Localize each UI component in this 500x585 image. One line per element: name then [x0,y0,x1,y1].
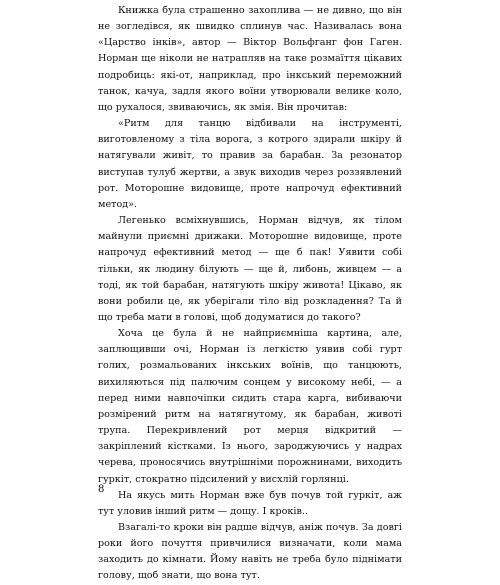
paragraph: Книжка була страшенно захоплива — не дивно, що він не зогледівся, як швидко сплинув час. Називалась вона «Царство інків», автор — Віктор Вольфганг фон Гаген. Норман ще ніколи не натрапляв на таке розмаїття цікавих подробиць: які-от, наприклад, про інкський переможний танок, качуа, задля якого воїни утворювали велике коло, що рухалося, звиваючись, як змія. Він прочитав: [98,5,402,113]
paragraph: Хоча це була й не найприємніша картина, але, заплющивши очі, Норман із легкістю уявив собі гурт голих, розмальованих інкських воїнів, що танцюють, вихиляються під палючим сонцем у високому небі, — а перед ними навпочіпки сидить стара карга, вибиваючи розмірений ритм на натягнутому, як барабан, животі трупа. Перекривлений рот мерця відкритий — закріплений кістками. Із нього, зароджуючись у надрах черева, проносячись внутрішніми порожнинами, виходить гуркіт, стократно підсилений у висхлій горлянці. [98,328,402,485]
page-number: 8 [98,484,105,495]
paragraph: Легенько всміхнувшись, Норман відчув, як тілом майнули приємні дрижаки. Моторошне видовище, проте напрочуд ефективний метод — ще б пак! Уявити собі тільки, як людину білують — ще й, либонь, живцем — а тоді, як той барабан, натягують шкіру живота! Цікаво, як вони робили це, як уберігали тіло від розкладення? Та й що треба мати в голові, щоб додуматися до такого? [98,215,402,323]
paragraph: «Ритм для танцю відбивали на інструменті, виготовленому з тіла ворога, з котрого здирали шкіру й натягували живіт, то правив за барабан. За резонатор виступав тулуб жертви, а звук виходив через роззявлений рот. Моторошне видовище, проте напрочуд ефективний метод». [98,118,402,210]
page-body-text [98,3,402,585]
paragraph: На якусь мить Норман вже був почув той гуркіт, аж тут уловив інший ритм — дощу. І кроків.. [98,489,402,517]
paragraph: Взагалі-то кроки він радше відчув, аніж почув. За довгі роки його почуття привчилися визначати, коли мама заходить до кімнати. Йому навіть не треба було піднімати голову, щоб знати, що вона тут. [98,522,402,582]
